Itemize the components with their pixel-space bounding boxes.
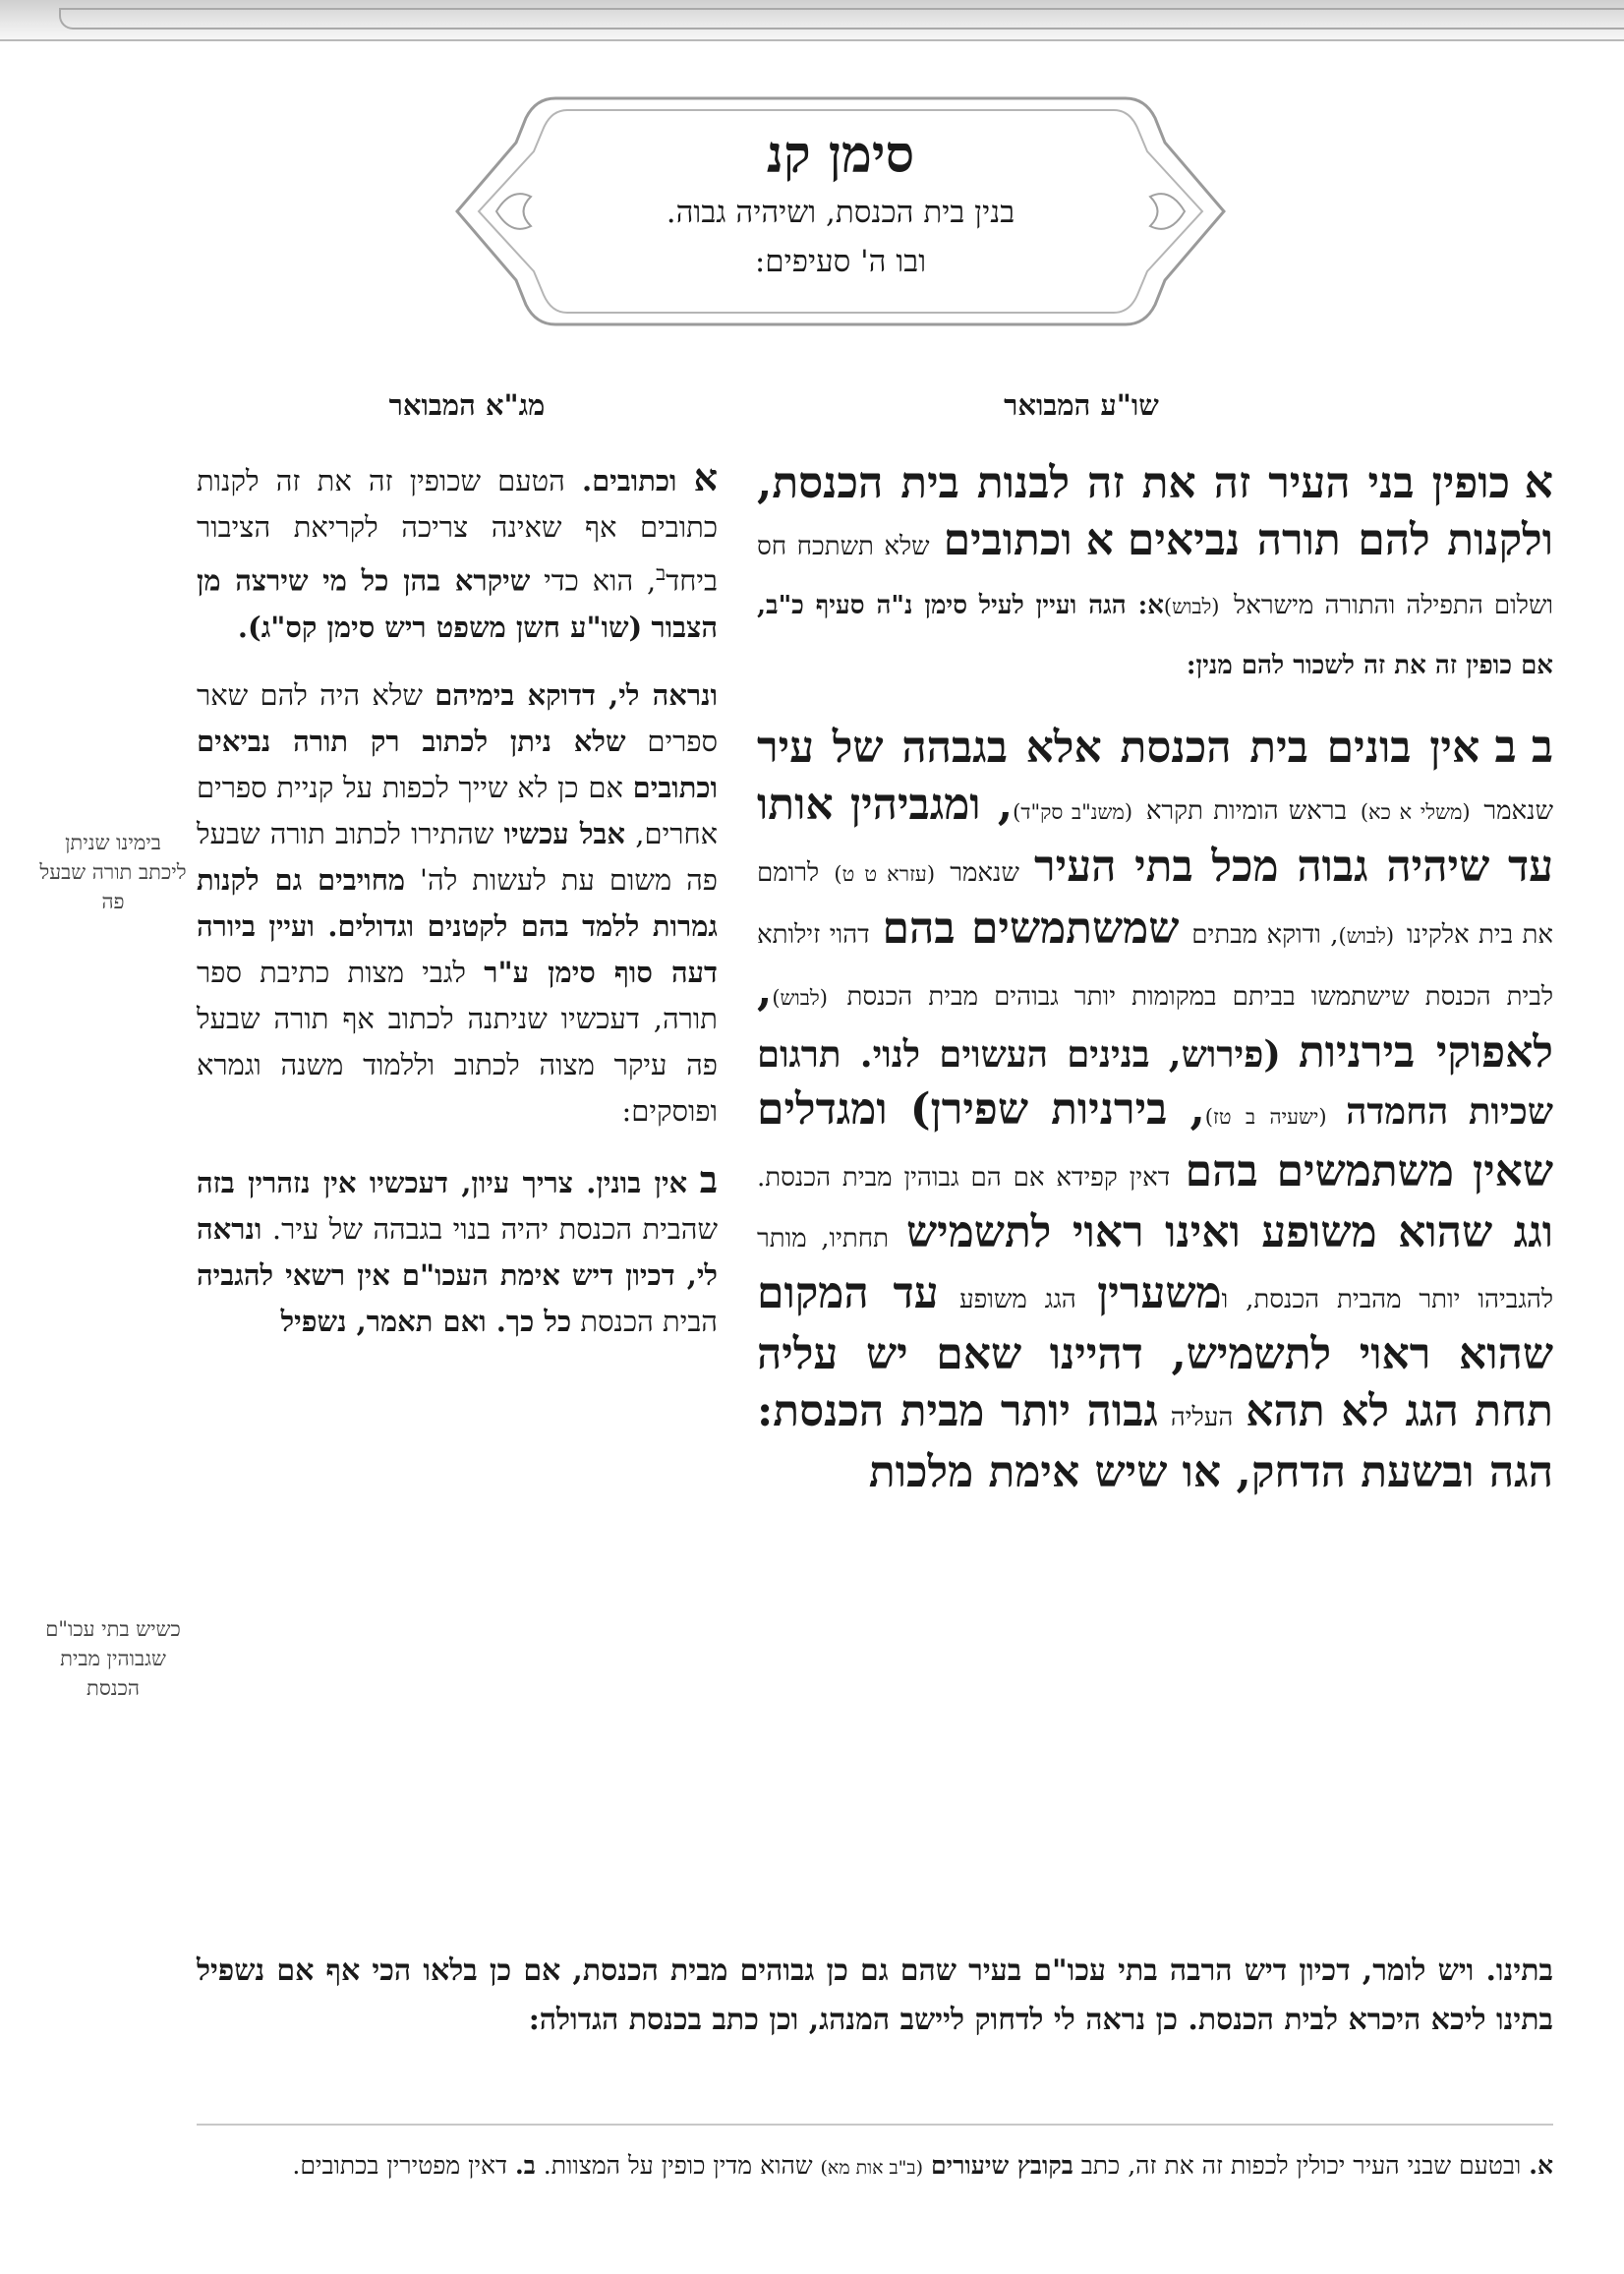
shulchan-aruch-heading: שו"ע המבואר [1004, 388, 1159, 422]
top-decorative-border [0, 0, 1624, 41]
footnote-marker: א [1085, 515, 1114, 565]
margin-note-1: בימינו שניתן ליכתב תורה שבעל פה [39, 831, 187, 913]
margin-note-2: כשיש בתי עכו"ם שגבוהין מבית הכנסת [45, 1617, 181, 1700]
footnote-divider [197, 2124, 1553, 2126]
commentary-2: ב אין בונין. צריך עיון, דעכשיו אין נזהרין בזה שהבית הכנסת יהיה בנוי בגבהה של עיר. ונראה לי, דכיון דיש אימת העכו"ם אין רשאי להגביה הבית הכנסת כל כך. ואם תאמר, נשפיל [197, 1156, 719, 1338]
magen-avraham-column [197, 454, 718, 1345]
continuation-text: בתינו. ויש לומר, דכיון דיש הרבה בתי עכו"ם בעיר שהם גם כן גבוהים מבית הכנסת, אם כן בלאו הכי אף אם נשפיל בתינו ליכא היכרא לבית הכנסת. כן נראה לי לדחוק ליישב המנהג, וכן כתב בכנסת הגדולה: [197, 1953, 1553, 2037]
shulchan-aruch-column [757, 454, 1553, 1502]
magen-avraham-heading: מג"א המבואר [388, 388, 546, 422]
commentary-1-continued: ונראה לי, דדוקא בימיהם שלא היה להם שאר ספרים שלא ניתן לכתוב רק תורה נביאים וכתובים אם כן לא שייך לכפות על קניית ספרים אחרים, אבל עכשיו שהתירו לכתוב תורה שבעל פה משום עת לעשות לה' מחויבים גם לקנות גמרות ללמד בהם לקטנים וגדולים. ועיין ביורה דעה סוף סימן ע"ר לגבי מצות כתיבת ספר תורה, דעכשיו שניתנה לכתוב אף תורה שבעל פה עיקר מצוה לכתוב וללמוד משנה וגמרא ופוסקים: [197, 677, 719, 1128]
siman-subtitle: בנין בית הכנסת, ושיהיה גבוה. [666, 195, 1015, 230]
siman-title: סימן קנ [766, 125, 915, 185]
footnotes: א. ובטעם שבני העיר יכולין לכפות זה את זה, כתב בקובץ שיעורים (ב"ב אות מא) שהוא מדין כופין על המצוות. ב. דאין מפטירין בכתובים. [292, 2151, 1553, 2180]
footnote-marker: ב [656, 561, 667, 585]
seif-2: ב ב אין בונים בית הכנסת אלא בגבהה של עיר שנאמר (משלי א כא) בראש הומיות תקרא (משנ"ב סק"ד), ומגביהין אותו עד שיהיה גבוה מכל בתי העיר שנאמר (עזרא ט ט) לרומם את בית אלקינו (לבוש), ודוקא מבתים שמשתמשים בהם דהוי זילותא לבית הכנסת שישתמשו בביתם במקומות יותר גבוהים מבית הכנסת (לבוש), לאפוקי בירניות (פירוש, בנינים העשוים לנוי. תרגום שכיות החמדה (ישעיה ב טז), בירניות שפירן) ומגדלים שאין משתמשים בהם דאין קפידא אם הם גבוהין מבית הכנסת. וגג שהוא משופע ואינו ראוי לתשמיש תחתיו, מותר להגביהו יותר מהבית הכנסת, ומשערין הגג משופע עד המקום שהוא ראוי לתשמיש, דהיינו שאם יש עליה תחת הגג לא תהא העליה גבוה יותר מבית הכנסת: הגה ובשעת הדחק, או שיש אימת מלכות [757, 720, 1554, 1497]
siman-subtitle-count: ובו ה' סעיפים: [754, 244, 927, 279]
commentary-1: א וכתובים. הטעם שכופין זה את זה לקנות כתובים אף שאינה צריכה לקריאת הציבור ביחד$^ב$, הוא כדי שיקרא בהן כל מי שירצה מן הצבור (שו"ע חשן משפט ריש סימן קס"ג). [197, 455, 719, 644]
footnote-marker: ב [1494, 720, 1517, 773]
seif-1: א כופין בני העיר זה את זה לבנות בית הכנסת, ולקנות להם תורה נביאים א וכתובים שלא תשתכח חס ושלום התפילה והתורה מישראל (לבוש)א: הגה ועיין לעיל סימן נ"ה סעיף כ"ב, אם כופין זה את זה לשכור להם מנין: [757, 455, 1554, 680]
siman-cartouche [437, 88, 1244, 334]
